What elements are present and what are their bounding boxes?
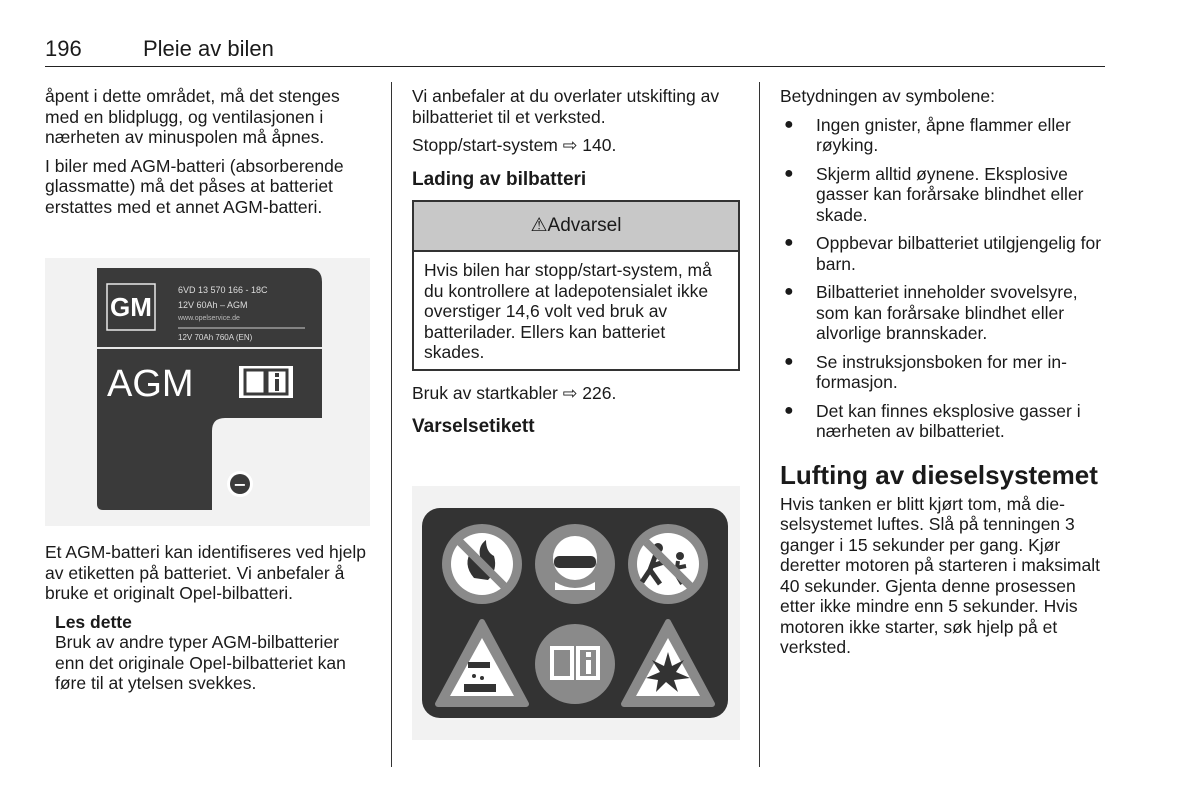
minus-terminal-icon	[227, 471, 253, 497]
page-number: 196	[45, 36, 82, 61]
minus-sign: −	[233, 475, 247, 494]
list-item: ● Se instruksjonsboken for mer informasjon.	[784, 351, 1067, 392]
note-text: Bruk av andre typer AGM-bilbatterier enn det originale Opel-bilbatteriet kan føre til at ytelsen svekkes.	[55, 632, 346, 693]
paragraph: I biler med AGM-batteri (absorberende glassmatte) må det påses at batteriet erstattes med et annet AGM-batteri.	[45, 155, 344, 217]
bullet-icon: ●	[784, 401, 794, 419]
warning-label-figure	[412, 486, 740, 740]
gm-logo: GM	[110, 292, 152, 322]
bullet-icon: ●	[784, 164, 794, 182]
list-item: ● Det kan finnes eksplosive gasser i nærheten av bilbatteriet.	[784, 400, 1081, 441]
section-heading: Lading av bilbatteri	[412, 168, 587, 190]
no-flames-icon	[442, 524, 522, 604]
label-line: 12V 70Ah 760A (EN)	[178, 333, 253, 342]
note-block	[45, 612, 370, 694]
bullet-icon: ●	[784, 115, 794, 133]
label-part-no: 6VD 13 570 166 - 18C	[178, 285, 268, 295]
paragraph: åpent i dette området, må det stenges med en blidplugg, og ventilasjonen i nærheten av minuspolen må åpnes.	[45, 86, 340, 147]
eye-protection-icon	[535, 524, 615, 604]
warning-text: Hvis bilen har stopp/start-system, må du kontrollere at ladepotensialet ikke overstiger 14,6 volt ved bruk av batterilader. Ellers kan batteriet skades.	[424, 260, 712, 362]
agm-text: AGM	[107, 363, 194, 405]
label-line: www.opelservice.de	[178, 315, 240, 322]
list-item: ● Oppbevar bilbatteriet utilgjengelig for barn.	[784, 233, 1102, 274]
warning-title: ⚠Advarsel	[414, 202, 738, 252]
paragraph: Bruk av startkabler ⇨ 226.	[412, 382, 617, 403]
list-item: ● Bilbatteriet inneholder svovelsyre, som kan forårsake blindhet eller alvorlige brannskader.	[784, 282, 1078, 343]
section-heading: Varselsetikett	[412, 416, 535, 437]
page-header	[45, 34, 1105, 67]
section-heading: Lufting av dieselsystemet	[780, 459, 1098, 490]
paragraph: Vi anbefaler at du overlater utskifting av bilbatteriet til et verksted.	[412, 86, 720, 127]
keep-away-children-icon	[628, 524, 708, 604]
warning-label-illustration	[412, 486, 740, 740]
column-1	[45, 86, 370, 225]
list-item: ● Skjerm alltid øynene. Eksplosive gasser kan forårsake blindhet eller skade.	[784, 163, 1084, 225]
agm-label-figure	[45, 258, 370, 526]
paragraph: Et AGM-batteri kan identifiseres ved hjelp av etiketten på batteriet. Vi anbefaler å bruke et originalt Opel-bilbatteri.	[45, 542, 366, 603]
note-title: Les dette	[55, 611, 132, 632]
manual-book-icon	[239, 366, 293, 398]
symbol-list	[780, 115, 1110, 442]
bullet-icon: ●	[784, 283, 794, 300]
column-1-lower	[45, 542, 370, 694]
page-title: Pleie av bilen	[143, 36, 274, 61]
paragraph: Hvis tanken er blitt kjørt tom, må dieselsystemet luftes. Slå på tenningen 3 ganger i 15 sekunder per gang. Kjør deretter motoren på starteren i maksimalt 40 sekunder. Gjenta denne prosessen etter ikke mindre enn 5 sekunder. Hvis motoren ikke starter, søk hjelp på et verksted.	[780, 493, 1100, 657]
column-3	[780, 86, 1110, 666]
label-line: 12V 60Ah – AGM	[178, 300, 248, 310]
column-2	[412, 86, 742, 448]
warning-box	[412, 200, 740, 371]
list-item: ● Ingen gnister, åpne flammer eller røyking.	[784, 114, 1071, 155]
paragraph: Stopp/start-system ⇨ 140.	[412, 135, 617, 155]
paragraph: Betydningen av symbolene:	[780, 86, 995, 106]
column-divider	[391, 82, 392, 767]
bullet-icon: ●	[784, 234, 794, 251]
read-manual-icon	[535, 624, 615, 704]
bullet-icon: ●	[784, 352, 794, 370]
agm-label-illustration	[45, 258, 370, 526]
column-divider	[759, 82, 760, 767]
